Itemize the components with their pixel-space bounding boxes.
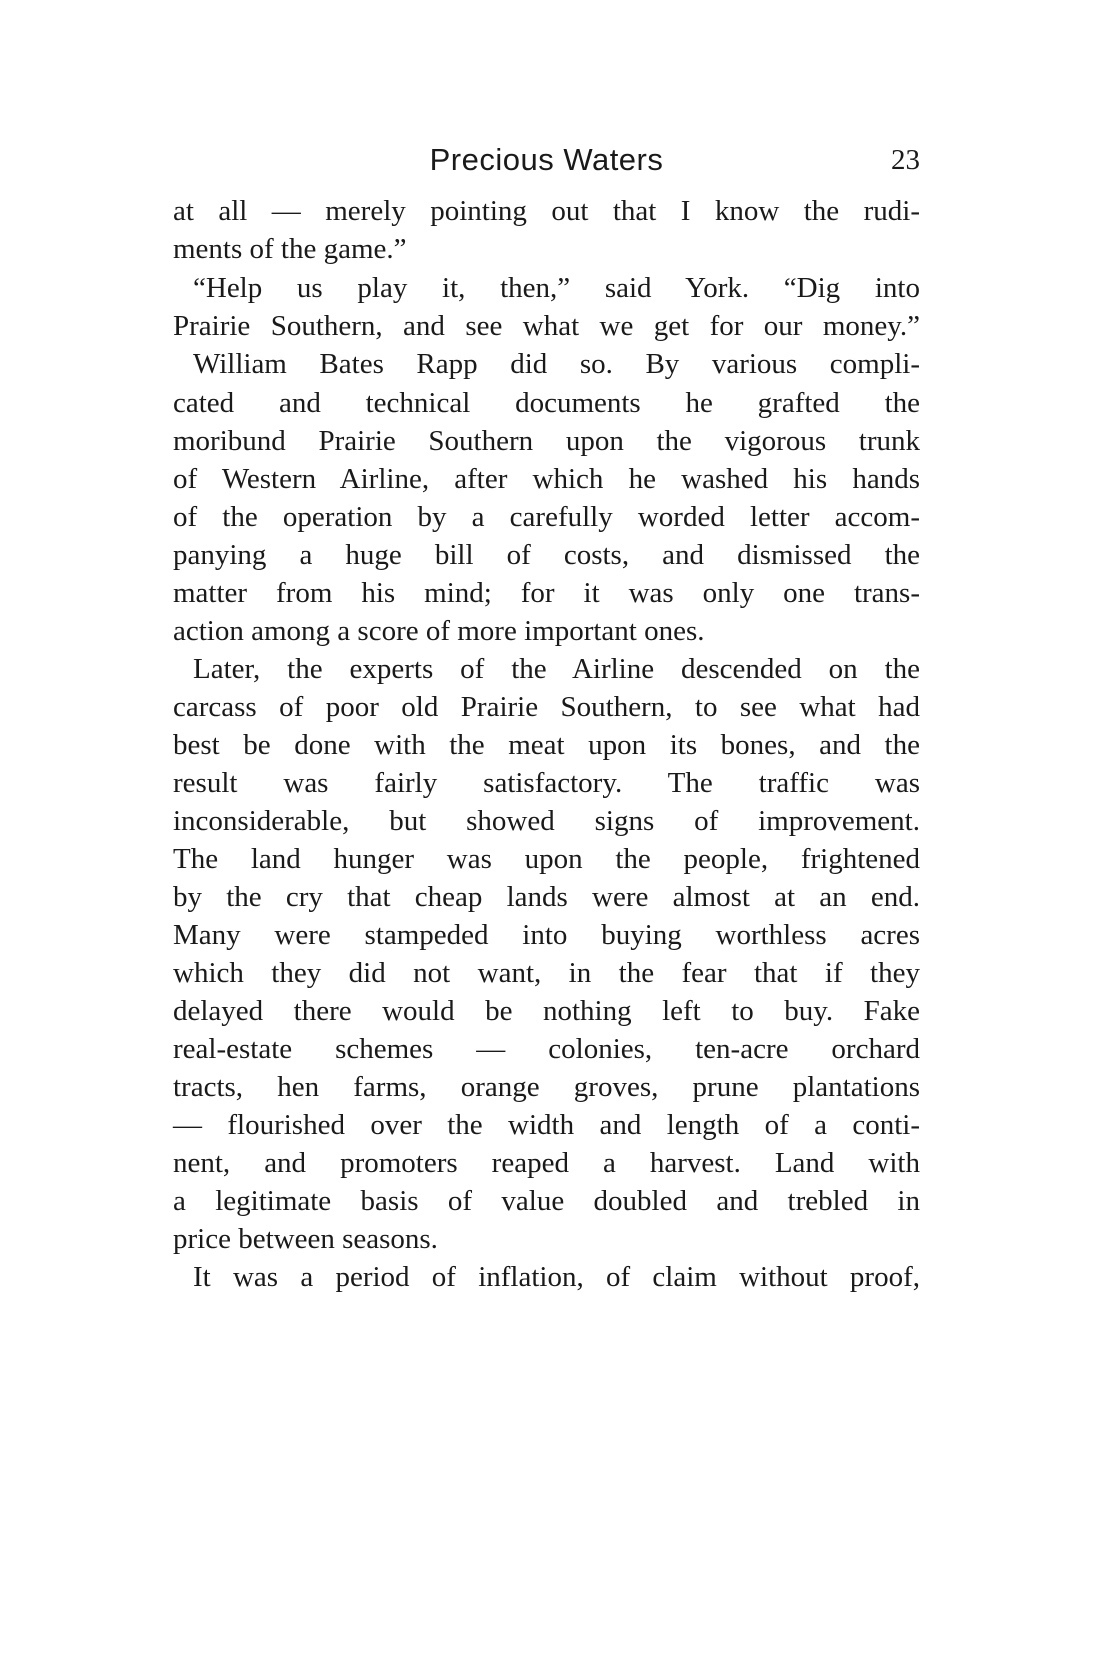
- text-line: — flourished over the width and length of a conti-: [173, 1109, 920, 1141]
- text-line: Later, the experts of the Airline descended on the: [193, 653, 920, 685]
- text-line: The land hunger was upon the people, frightened: [173, 843, 920, 875]
- text-line: result was fairly satisfactory. The traffic was: [173, 767, 920, 799]
- text-line: It was a period of inflation, of claim without proof,: [193, 1261, 920, 1293]
- text-line: carcass of poor old Prairie Southern, to see what had: [173, 691, 920, 723]
- text-line: ments of the game.”: [173, 233, 407, 265]
- text-line: delayed there would be nothing left to buy. Fake: [173, 995, 920, 1027]
- running-head: [173, 142, 920, 182]
- text-line: of Western Airline, after which he washed his hands: [173, 463, 920, 495]
- text-line: nent, and promoters reaped a harvest. Land with: [173, 1147, 920, 1179]
- text-line: which they did not want, in the fear that if they: [173, 957, 920, 989]
- text-line: “Help us play it, then,” said York. “Dig into: [193, 272, 920, 304]
- text-line: a legitimate basis of value doubled and trebled in: [173, 1185, 920, 1217]
- text-line: panying a huge bill of costs, and dismissed the: [173, 539, 920, 571]
- text-line: action among a score of more important ones.: [173, 615, 705, 647]
- page-number: 23: [891, 144, 920, 176]
- text-line: by the cry that cheap lands were almost at an end.: [173, 881, 920, 913]
- text-line: inconsiderable, but showed signs of improvement.: [173, 805, 920, 837]
- text-line: real-estate schemes — colonies, ten-acre orchard: [173, 1033, 920, 1065]
- text-line: best be done with the meat upon its bones, and the: [173, 729, 920, 761]
- text-line: matter from his mind; for it was only one trans-: [173, 577, 920, 609]
- text-line: moribund Prairie Southern upon the vigorous trunk: [173, 425, 920, 457]
- text-line: William Bates Rapp did so. By various compli-: [193, 348, 920, 380]
- text-line: Prairie Southern, and see what we get for our money.”: [173, 310, 920, 342]
- text-line: at all — merely pointing out that I know the rudi-: [173, 195, 920, 227]
- running-title: Precious Waters: [429, 142, 664, 177]
- text-line: price between seasons.: [173, 1223, 438, 1255]
- text-line: tracts, hen farms, orange groves, prune plantations: [173, 1071, 920, 1103]
- text-line: cated and technical documents he grafted the: [173, 387, 920, 419]
- text-line: Many were stampeded into buying worthless acres: [173, 919, 920, 951]
- text-line: of the operation by a carefully worded letter accom-: [173, 501, 920, 533]
